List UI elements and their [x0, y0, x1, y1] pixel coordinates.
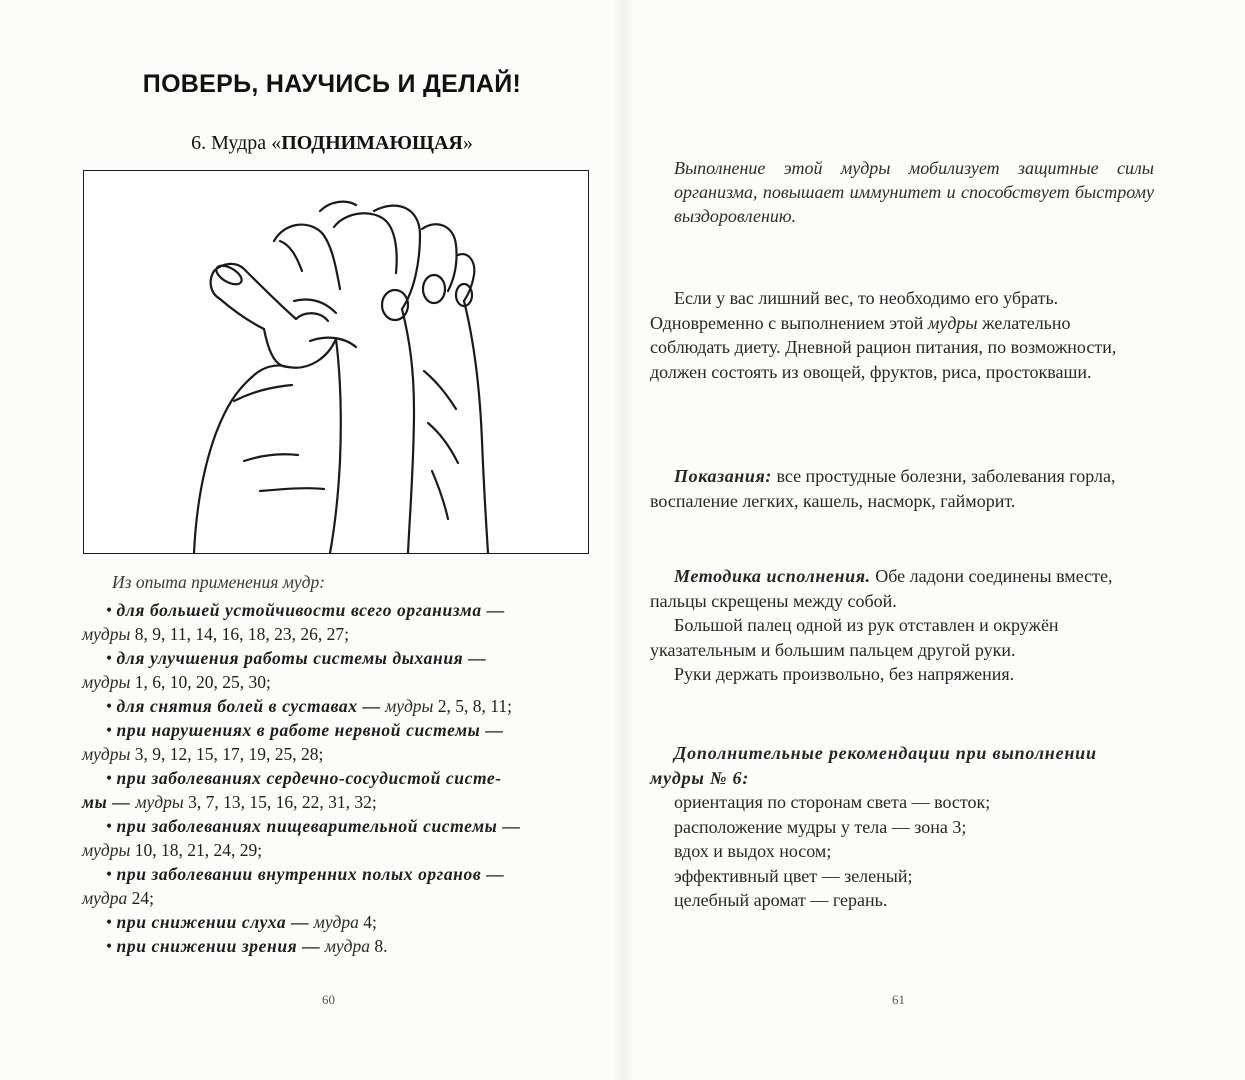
recommendation-item: эффективный цвет — зеленый;	[674, 865, 913, 886]
indications-text: все простудные болезни, заболевания горла, воспаление легких, кашель, насморк, гайморит.	[650, 466, 1116, 511]
mudra-heading-prefix: 6. Мудра «	[191, 132, 282, 154]
method-text-3: Руки держать произвольно, без напряжения.	[674, 664, 1015, 684]
experience-title: Из опыта применения мудр:	[112, 572, 326, 592]
intro-paragraph: Выполнение этой мудры мобилизует защитные силы организма, повышает иммунитет и способствует быстрому выздоровлению.	[674, 158, 1154, 226]
experience-item: • при заболеваниях сердечно-сосудистой систе- мы — мудры 3, 7, 13, 15, 16, 22, 31, 32;	[82, 768, 502, 812]
mudra-heading-suffix: »	[462, 132, 473, 154]
recommendation-item: вдох и выдох носом;	[674, 841, 832, 861]
recommendation-item: целебный аромат — герань.	[674, 890, 888, 910]
weight-line-2: Одновременно с выполнением этой мудры желательно соблюдать диету. Дневной рацион питания, по возможности, должен состоять из овощей, фруктов, риса, простокваши.	[650, 312, 1117, 382]
experience-item: • при снижении зрения — мудра 8.	[106, 936, 388, 956]
recommendation-item: расположение мудры у тела — зона 3;	[674, 816, 967, 837]
mudra-heading-name: ПОДНИМАЮЩАЯ	[281, 132, 463, 154]
method-section	[650, 564, 1154, 687]
method-text-1: Обе ладони соединены вместе, пальцы скрещены между собой.	[650, 566, 1113, 611]
experience-item: • при заболевании внутренних полых органов — мудра 24;	[82, 864, 505, 908]
experience-item: • при снижении слуха — мудра 4;	[106, 912, 377, 932]
recommendations-list	[650, 790, 1154, 913]
recommendations-section	[650, 741, 1154, 913]
book-title: ПОВЕРЬ, НАУЧИСЬ И ДЕЛАЙ!	[142, 70, 522, 98]
experience-item: • для большей устойчивости всего организма — мудры 8, 9, 11, 14, 16, 18, 23, 26, 27;	[82, 600, 505, 644]
experience-item: • для улучшения работы системы дыхания — мудры 1, 6, 10, 20, 25, 30;	[82, 648, 487, 692]
experience-list	[82, 598, 592, 958]
recommendation-item: ориентация по сторонам света — восток;	[674, 792, 991, 812]
indications-paragraph	[650, 464, 1154, 513]
mudra-heading	[132, 132, 532, 155]
clasped-hands-icon	[84, 171, 588, 553]
page-number-left: 60	[322, 992, 335, 1007]
weight-line-1: Если у вас лишний вес, то необходимо его убрать.	[674, 288, 1059, 308]
experience-item: • при нарушениях в работе нервной системы — мудры 3, 9, 12, 15, 17, 19, 25, 28;	[82, 720, 504, 764]
method-label: Методика исполнения.	[674, 566, 871, 586]
page-number-right: 61	[892, 992, 905, 1007]
method-text-2: Большой палец одной из рук отставлен и окружён указательным и большим пальцем другой руки.	[650, 615, 1059, 660]
left-page	[0, 0, 622, 1080]
experience-item: • при заболеваниях пищеварительной системы — мудры 10, 18, 21, 24, 29;	[82, 816, 521, 860]
indications-label: Показания:	[674, 466, 772, 486]
experience-item: • для снятия болей в суставах — мудры 2, 5, 8, 11;	[106, 696, 512, 716]
recommendations-title: Дополнительные рекомендации при выполнении мудры № 6:	[650, 743, 1097, 788]
right-page	[622, 0, 1245, 1080]
mudra-illustration	[83, 170, 589, 554]
weight-paragraph	[650, 286, 1154, 384]
